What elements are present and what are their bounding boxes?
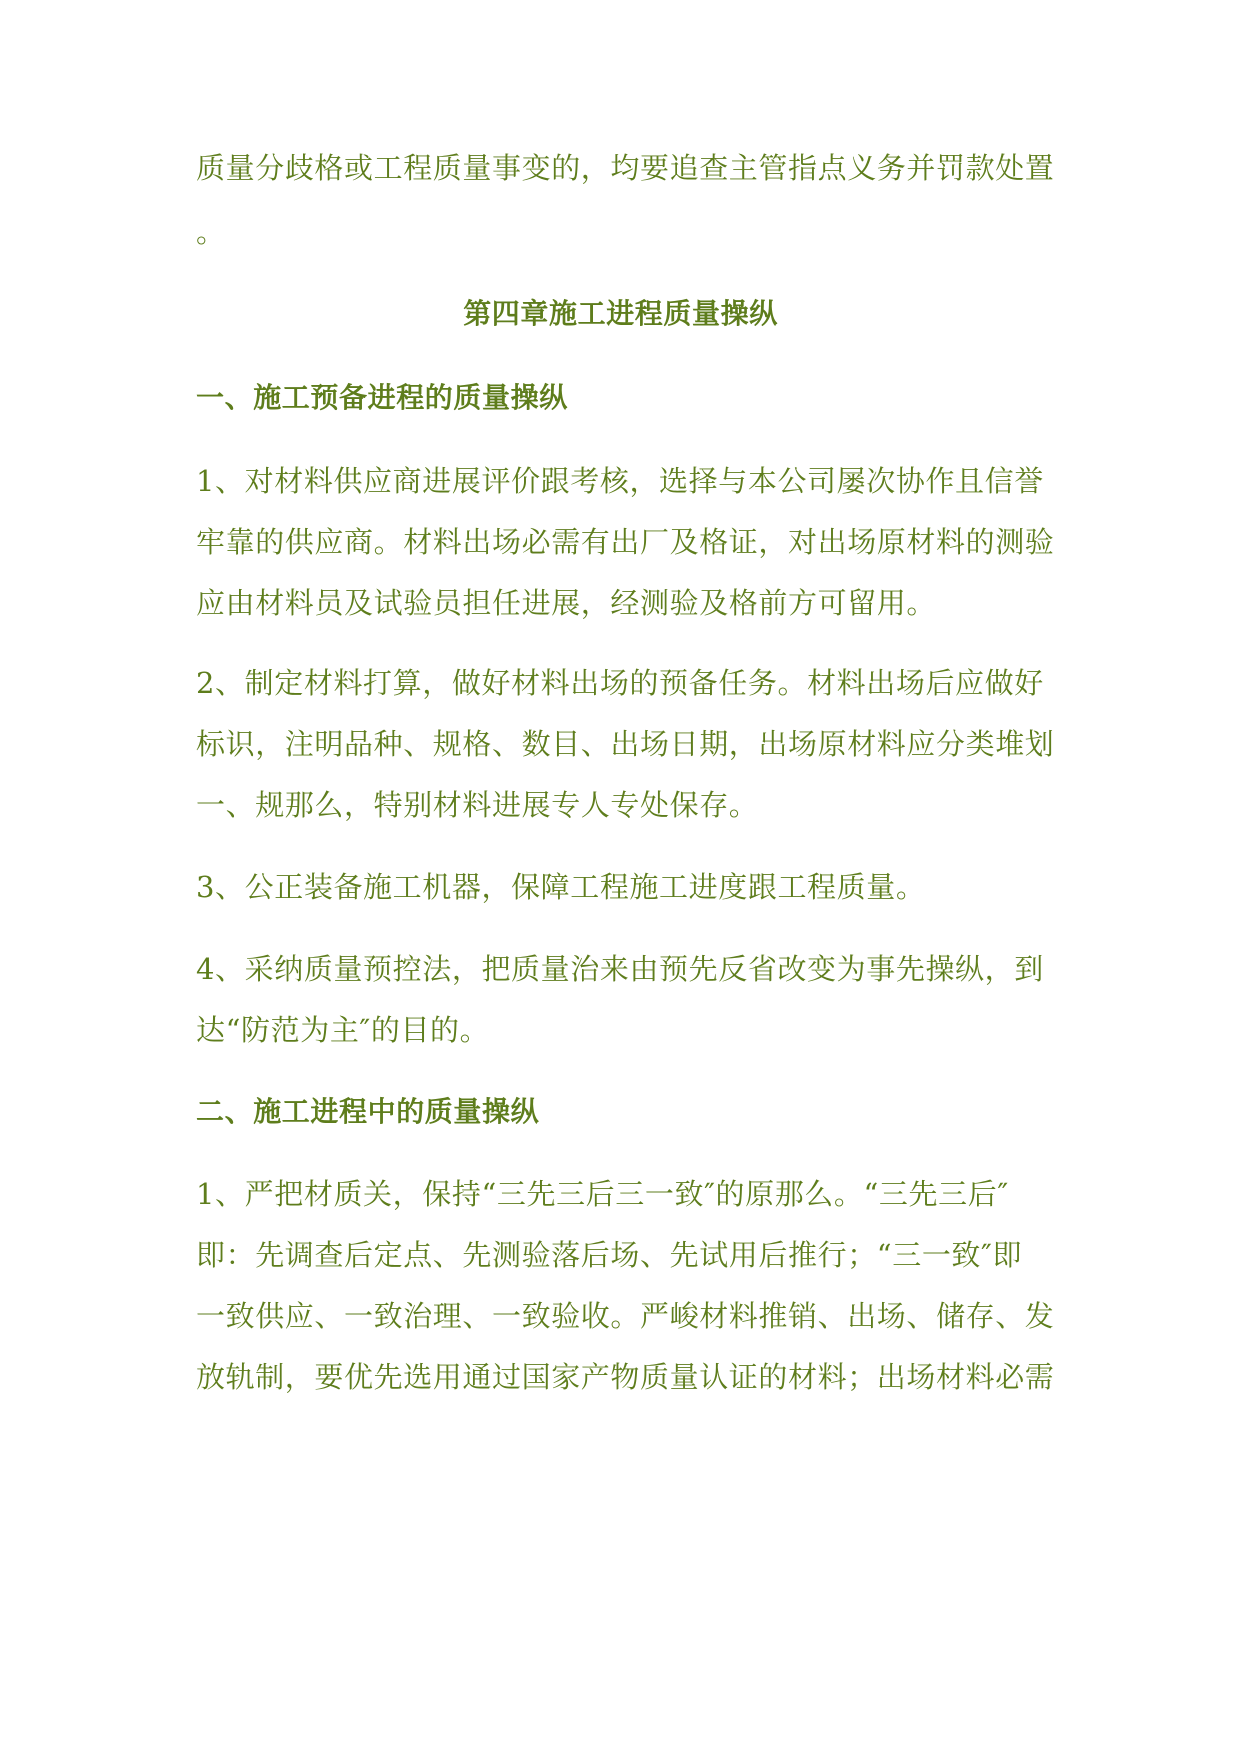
section-2-item-1-line-1: 1、严把材质关，保持“三先三后三一致″的原那么。“三先三后″ (196, 1177, 1009, 1211)
section-2-item-1-line-3: 一致供应、一致治理、一致验收。严峻材料推销、出场、储存、发 (196, 1299, 1055, 1333)
section-1-item-1-line-2: 牢靠的供应商。材料出场必需有出厂及格证，对出场原材料的测验 (196, 525, 1055, 559)
section-1-item-1-line-1: 1、对材料供应商进展评价跟考核，选择与本公司屡次协作且信誉 (196, 464, 1044, 498)
section-1-item-4-line-1: 4、采纳质量预控法，把质量治来由预先反省改变为事先操纵，到 (196, 952, 1044, 986)
section-1-item-2-line-3: 一、规那么，特别材料进展专人专处保存。 (196, 788, 759, 822)
section-1-item-2-line-1: 2、制定材料打算，做好材料出场的预备任务。材料出场后应做好 (196, 666, 1044, 700)
intro-line-1: 质量分歧格或工程质量事变的，均要追查主管指点义务并罚款处置 (196, 151, 1055, 185)
section-1-item-4-line-2: 达“防范为主″的目的。 (196, 1013, 490, 1047)
intro-line-2: 。 (196, 215, 226, 249)
section-1-item-1-line-3: 应由材料员及试验员担任进展，经测验及格前方可留用。 (196, 586, 937, 620)
section-1-title: 一、施工预备进程的质量操纵 (196, 381, 568, 414)
section-2-title: 二、施工进程中的质量操纵 (196, 1095, 540, 1128)
section-2-item-1-line-2: 即：先调查后定点、先测验落后场、先试用后推行；“三一致″即 (196, 1238, 1023, 1272)
chapter-title: 第四章施工进程质量操纵 (463, 297, 778, 330)
section-2-item-1-line-4: 放轨制，要优先选用通过国家产物质量认证的材料；出场材料必需 (196, 1360, 1055, 1394)
section-1-item-3-line-1: 3、公正装备施工机器，保障工程施工进度跟工程质量。 (196, 870, 926, 904)
section-1-item-2-line-2: 标识，注明品种、规格、数目、出场日期，出场原材料应分类堆划 (196, 727, 1055, 761)
